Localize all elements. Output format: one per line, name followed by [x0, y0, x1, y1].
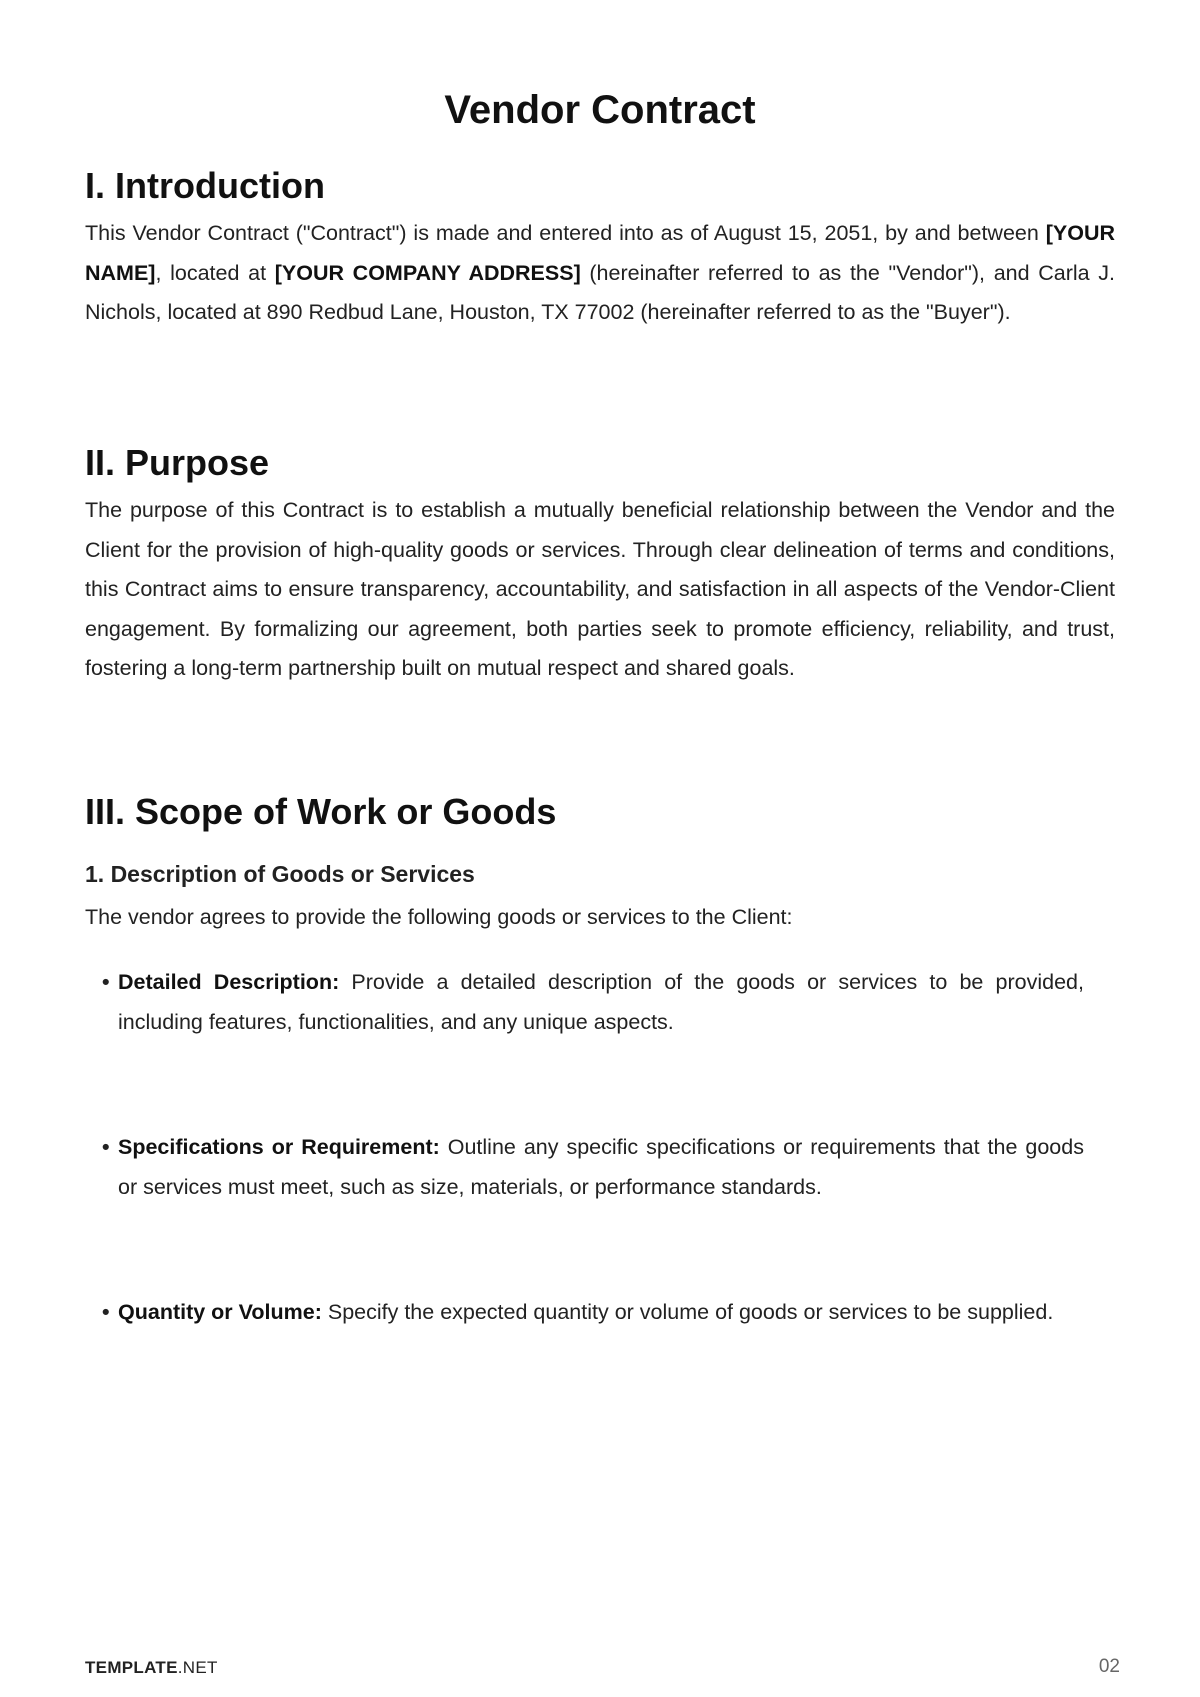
list-item: [102, 1293, 1084, 1333]
placeholder-your-name: [YOUR NAME]: [85, 221, 1115, 285]
placeholder-company-address: [YOUR COMPANY ADDRESS]: [274, 260, 581, 285]
list-item: [102, 1128, 1084, 1207]
list-item-text: Provide a detailed description of the goods or services to be provided, including features, functionalities, and any unique aspects.: [118, 970, 1084, 1034]
list-item-text: Outline any specific specifications or requirements that the goods or services must meet, such as size, materials, or performance standards.: [118, 1135, 1084, 1199]
introduction-paragraph: [85, 214, 1115, 333]
introduction-text-part-1: This Vendor Contract ("Contract") is made and entered into as of August 15, 2051, by and between: [85, 221, 1046, 245]
footer-brand-rest: .NET: [177, 1658, 218, 1677]
list-item-label: Detailed Description:: [118, 970, 340, 994]
list-item-label: Specifications or Requirement:: [118, 1135, 440, 1159]
list-item-label: Quantity or Volume:: [118, 1300, 322, 1324]
section-heading-purpose: II. Purpose: [85, 442, 270, 483]
footer-brand-bold: TEMPLATE: [85, 1658, 178, 1677]
bullet-icon: •: [102, 970, 110, 994]
page-number: 02: [1098, 1656, 1120, 1677]
footer-brand: [85, 1658, 218, 1678]
list-item-text: Specify the expected quantity or volume of goods or services to be supplied.: [321, 1300, 1054, 1324]
bullet-icon: •: [102, 1135, 110, 1159]
section-heading-scope: III. Scope of Work or Goods: [85, 791, 557, 832]
document-title: Vendor Contract: [444, 88, 756, 132]
list-item: [102, 963, 1084, 1042]
purpose-paragraph: The purpose of this Contract is to establish a mutually beneficial relationship between the Vendor and the Client for the provision of high-quality goods or services. Through clear delineation of terms and conditions, this Contract aims to ensure transparency, accountability, and satisfaction in all aspects of the Vendor-Client engagement. By formalizing our agreement, both parties seek to promote efficiency, reliability, and trust, fostering a long-term partnership built on mutual respect and shared goals.: [85, 498, 1115, 680]
bullet-icon: •: [102, 1300, 110, 1324]
scope-intro-text: The vendor agrees to provide the following goods or services to the Client:: [85, 905, 793, 929]
section-heading-introduction: I. Introduction: [85, 165, 325, 206]
subheading-description-of-goods: 1. Description of Goods or Services: [85, 861, 475, 887]
introduction-text-part-3: (hereinafter referred to as the "Vendor"), and Carla J. Nichols, located at 890 Redbud Lane, Houston, TX 77002 (hereinafter referred to as the "Buyer").: [85, 260, 1116, 324]
introduction-text-part-2: , located at: [155, 260, 275, 285]
